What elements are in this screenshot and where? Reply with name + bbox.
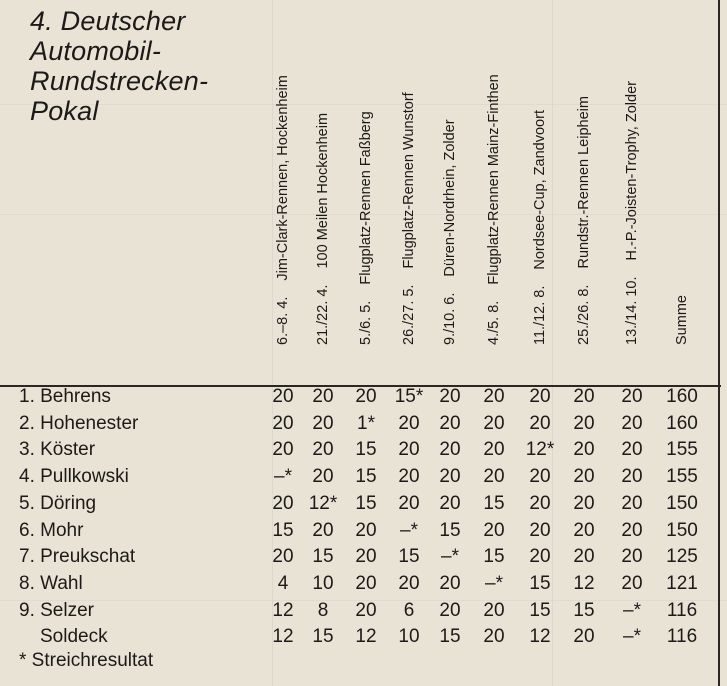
driver-name: 1. Behrens (19, 386, 111, 407)
points-cell: 15 (529, 599, 551, 621)
points-cell: 15 (272, 519, 294, 541)
points-cell: 15 (483, 546, 505, 568)
table-row (0, 437, 720, 463)
driver-name: Soldeck (40, 626, 108, 648)
title-line: Automobil- (30, 36, 162, 66)
points-cell: 20 (621, 546, 643, 568)
driver-name: 4. Pullkowski (19, 466, 129, 488)
points-cell: 15 (312, 626, 334, 648)
points-cell: –* (400, 519, 418, 541)
footnote: * Streichresultat (19, 650, 154, 671)
race-header (442, 119, 458, 345)
table-row (0, 598, 720, 624)
points-cell: 20 (573, 386, 595, 407)
points-cell: 20 (573, 492, 595, 514)
points-cell: 12 (355, 626, 377, 648)
points-cell: 12* (525, 439, 555, 461)
points-cell: 20 (398, 439, 420, 461)
points-cell: 10 (312, 572, 334, 594)
total-cell: 160 (666, 412, 698, 434)
driver-name: 6. Mohr (19, 519, 84, 541)
points-cell: 4 (277, 572, 289, 594)
points-cell: 20 (272, 492, 294, 514)
points-cell: 20 (398, 412, 420, 434)
total-cell: 160 (666, 386, 698, 407)
points-cell: 20 (312, 439, 334, 461)
race-header (401, 92, 417, 345)
points-cell: 15 (439, 626, 461, 648)
points-cell: 20 (573, 466, 595, 488)
points-cell: 20 (621, 492, 643, 514)
points-cell: 20 (439, 466, 461, 488)
race-date: 13./14. 10. (624, 276, 640, 345)
table-row (0, 518, 720, 544)
table-row (0, 411, 720, 437)
points-cell: 20 (312, 386, 334, 407)
table-row (0, 544, 720, 570)
table-row (0, 491, 720, 517)
points-cell: 20 (621, 439, 643, 461)
points-cell: 20 (439, 572, 461, 594)
points-cell: 20 (272, 386, 294, 407)
points-cell: –* (441, 546, 459, 568)
points-cell: 20 (573, 439, 595, 461)
points-cell: 15 (529, 572, 551, 594)
race-header (315, 113, 331, 345)
race-date: 4./5. 8. (486, 300, 502, 345)
points-cell: 20 (483, 412, 505, 434)
title-line: Rundstrecken- (30, 66, 209, 96)
points-cell: 20 (355, 519, 377, 541)
points-cell: 20 (355, 572, 377, 594)
race-name: Rundstr.-Rennen Leipheim (576, 96, 592, 269)
points-cell: 20 (529, 386, 551, 407)
race-name: Flugplatz-Rennen Faßberg (358, 111, 374, 285)
race-date: 6.–8. 4. (275, 296, 291, 345)
points-cell: 20 (439, 439, 461, 461)
points-cell: 20 (312, 519, 334, 541)
race-header (275, 75, 291, 345)
race-header (532, 110, 548, 345)
points-cell: 20 (272, 546, 294, 568)
race-header (358, 111, 374, 345)
total-cell: 121 (666, 572, 698, 594)
points-cell: 15 (483, 492, 505, 514)
points-cell: 12 (573, 572, 595, 594)
points-cell: 20 (355, 546, 377, 568)
table-row (0, 464, 720, 490)
points-cell: 15 (439, 519, 461, 541)
points-cell: 20 (439, 412, 461, 434)
race-name: Flugplatz-Rennen Wunstorf (401, 92, 417, 269)
table-row (0, 571, 720, 597)
points-cell: 15 (355, 439, 377, 461)
points-cell: 20 (483, 439, 505, 461)
points-cell: 20 (272, 412, 294, 434)
race-name: Flugplatz-Rennen Mainz-Finthen (486, 74, 502, 285)
race-name: Nordsee-Cup, Zandvoort (532, 110, 548, 270)
points-cell: 20 (398, 492, 420, 514)
points-cell: 20 (483, 599, 505, 621)
points-cell: 20 (529, 546, 551, 568)
race-name: 100 Meilen Hockenheim (315, 112, 331, 269)
points-cell: 20 (398, 572, 420, 594)
points-cell: 6 (403, 599, 415, 621)
points-cell: –* (485, 572, 503, 594)
points-cell: 20 (529, 492, 551, 514)
points-cell: 20 (355, 599, 377, 621)
race-header (624, 81, 640, 345)
total-cell: 116 (666, 599, 698, 621)
points-cell: 20 (529, 466, 551, 488)
points-cell: 20 (621, 412, 643, 434)
race-date: 5./6. 5. (358, 300, 374, 345)
total-cell: 150 (666, 492, 698, 514)
race-name: Düren-Nordrhein, Zolder (442, 119, 458, 277)
race-header (576, 96, 592, 345)
driver-name: 9. Selzer (19, 599, 94, 621)
race-header (674, 295, 690, 345)
points-cell: 20 (621, 466, 643, 488)
race-date: 9./10. 6. (442, 292, 458, 345)
points-cell: 20 (621, 519, 643, 541)
driver-name: 5. Döring (19, 492, 97, 514)
driver-name: 8. Wahl (19, 572, 83, 594)
table-row (0, 624, 720, 650)
driver-name: 2. Hohenester (19, 412, 139, 434)
driver-name: 3. Köster (19, 439, 96, 461)
points-cell: 15* (394, 386, 424, 407)
points-cell: 20 (483, 386, 505, 407)
points-cell: 20 (398, 466, 420, 488)
points-cell: 20 (573, 546, 595, 568)
points-cell: 15 (398, 546, 420, 568)
points-cell: 1* (357, 412, 375, 434)
points-cell: 20 (573, 412, 595, 434)
points-cell: 12 (272, 626, 294, 648)
points-cell: 20 (272, 439, 294, 461)
race-name: Jim-Clark-Rennen, Hockenheim (275, 75, 291, 281)
points-cell: 20 (312, 412, 334, 434)
points-cell: 20 (439, 386, 461, 407)
points-cell: 20 (355, 386, 377, 407)
race-date: 11./12. 8. (532, 285, 548, 345)
points-cell: 20 (483, 466, 505, 488)
race-date: 25./26. 8. (576, 284, 592, 345)
total-cell: 116 (666, 626, 698, 648)
table-row (0, 384, 720, 410)
total-cell: 125 (666, 546, 698, 568)
race-date: 26./27. 5. (401, 284, 417, 345)
points-cell: –* (274, 466, 292, 488)
table-title (30, 6, 270, 126)
points-cell: 15 (312, 546, 334, 568)
points-cell: 20 (312, 466, 334, 488)
points-cell: 20 (621, 386, 643, 407)
points-cell: 20 (439, 492, 461, 514)
race-name: Summe (674, 295, 690, 345)
points-cell: 20 (483, 519, 505, 541)
race-header (486, 74, 502, 345)
title-line: Pokal (30, 96, 99, 126)
race-date: 21./22. 4. (315, 284, 331, 345)
driver-name: 7. Preukschat (19, 546, 136, 568)
points-cell: 20 (573, 626, 595, 648)
points-cell: 20 (529, 519, 551, 541)
points-cell: 15 (355, 492, 377, 514)
points-cell: 8 (317, 599, 329, 621)
points-cell: 20 (621, 572, 643, 594)
points-cell: 10 (398, 626, 420, 648)
points-cell: 20 (529, 412, 551, 434)
points-cell: –* (623, 599, 641, 621)
race-name: H.-P.-Joisten-Trophy, Zolder (624, 81, 640, 261)
points-cell: 12 (272, 599, 294, 621)
points-cell: 12 (529, 626, 551, 648)
points-cell: –* (623, 626, 641, 648)
total-cell: 155 (666, 466, 698, 488)
points-cell: 15 (573, 599, 595, 621)
points-cell: 12* (308, 492, 338, 514)
total-cell: 155 (666, 439, 698, 461)
points-cell: 15 (355, 466, 377, 488)
total-cell: 150 (666, 519, 698, 541)
points-cell: 20 (439, 599, 461, 621)
points-cell: 20 (573, 519, 595, 541)
title-line: 4. Deutscher (30, 6, 186, 36)
points-cell: 20 (483, 626, 505, 648)
